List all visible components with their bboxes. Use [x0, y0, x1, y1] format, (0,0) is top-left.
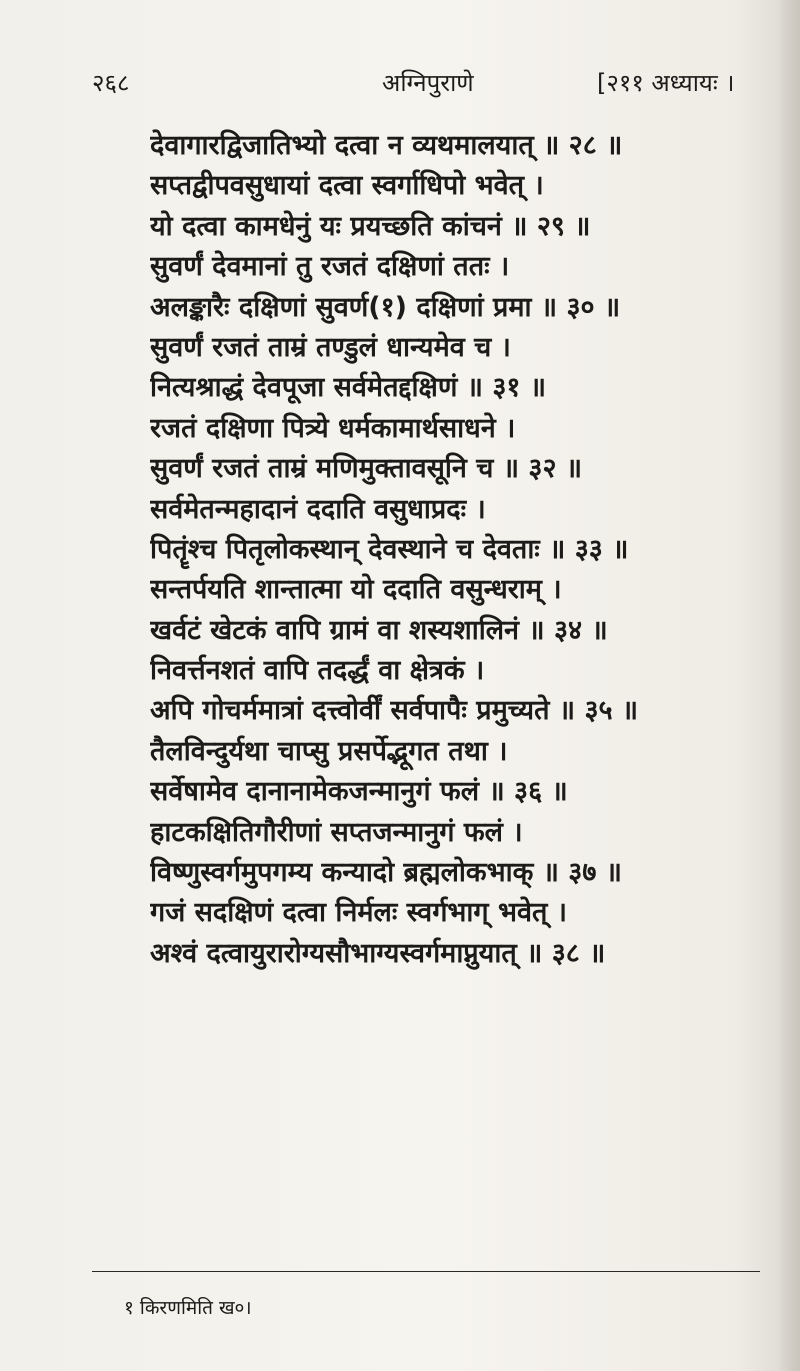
verse-line: यो दत्वा कामधेनुं यः प्रयच्छति कांचनं ॥ २९ ॥: [150, 210, 591, 242]
verse-line: सुवर्णं देवमानां तु रजतं दक्षिणां ततः ।: [150, 251, 510, 283]
running-title: अग्निपुराणे: [382, 69, 474, 97]
verse-line: खर्वटं खेटकं वापि ग्रामं वा शस्यशालिनं ॥ ३४ ॥: [150, 614, 608, 646]
verse-line: सुवर्णं रजतं ताम्रं तण्डुलं धान्यमेव च ।: [150, 331, 511, 363]
verse-block: [150, 126, 770, 974]
verse-line: सुवर्णं रजतं ताम्रं मणिमुक्तावसूनि च ॥ ३२ ॥: [150, 453, 583, 485]
verse-line: सप्तद्वीपवसुधायां दत्वा स्वर्गाधिपो भवेत् ।: [150, 170, 544, 202]
verse-line: सर्वमेतन्महादानं ददाति वसुधाप्रदः ।: [150, 493, 486, 525]
verse-line: सन्तर्पयति शान्तात्मा यो ददाति वसुन्धराम् ।: [150, 574, 562, 606]
footnote: १ किरणमिति ख०।: [124, 1297, 252, 1319]
verse-line: अश्वं दत्वायुरारोग्यसौभाग्यस्वर्गमाप्नुयात् ॥ ३८ ॥: [150, 937, 606, 969]
verse-line: गजं सदक्षिणं दत्वा निर्मलः स्वर्गभाग् भवेत् ।: [150, 897, 567, 929]
page-edge-shadow: [778, 0, 800, 1371]
verse-line: हाटकक्षितिगौरीणां सप्तजन्मानुगं फलं ।: [150, 816, 523, 848]
verse-line: रजतं दक्षिणा पित्र्ये धर्मकामार्थसाधने ।: [150, 412, 516, 444]
footnote-separator: [92, 1271, 760, 1272]
running-header: [92, 66, 750, 106]
verse-line: पितॄंश्च पितृलोकस्थान् देवस्थाने च देवताः ॥ ३३ ॥: [150, 533, 629, 565]
verse-line: अपि गोचर्ममात्रां दत्त्वोर्वीं सर्वपापैः प्रमुच्यते ॥ ३५ ॥: [150, 695, 639, 727]
verse-line: तैलविन्दुर्यथा चाप्सु प्रसर्पेद्भूगत तथा ।: [150, 735, 508, 767]
verse-line: विष्णुस्वर्गमुपगम्य कन्यादो ब्रह्मलोकभाक् ॥ ३७ ॥: [150, 857, 622, 889]
verse-line: देवागारद्विजातिभ्यो दत्वा न व्यथमालयात् ॥ २८ ॥: [150, 130, 623, 161]
verse-line: सर्वेषामेव दानानामेकजन्मानुगं फलं ॥ ३६ ॥: [150, 776, 568, 808]
verse-line: अलङ्कारैः दक्षिणां सुवर्ण(१) दक्षिणां प्रमा ॥ ३० ॥: [150, 291, 621, 323]
verse-line: नित्यश्राद्धं देवपूजा सर्वमेतद्दक्षिणं ॥ ३१ ॥: [150, 372, 547, 404]
chapter-marker: [२११ अध्यायः ।: [597, 69, 735, 97]
page-number: २६८: [92, 69, 130, 97]
verse-line: निवर्त्तनशतं वापि तदर्द्धं वा क्षेत्रकं ।: [150, 655, 485, 687]
